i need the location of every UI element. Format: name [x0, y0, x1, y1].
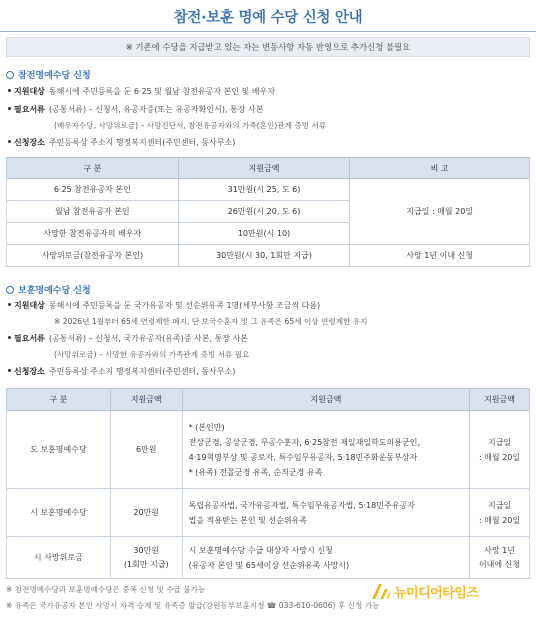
title-divider [0, 31, 536, 32]
page-title: 참전·보훈 명예 수당 신청 안내 [173, 10, 363, 26]
table-cell-amount [110, 537, 182, 579]
section-heading-label: 참전명예수당 신청 [18, 71, 91, 81]
table-cell-category: 사망한 참전유공자의 배우자 [7, 223, 179, 245]
detail-line: 독립유공자법, 국가유공자법, 특수임무유공자법, 5·18민주유공자 [188, 500, 415, 510]
sec2-target-label: 지원대상 [14, 301, 45, 310]
newmedia-logo-text: 뉴미디어타임즈 [394, 585, 479, 601]
table-row [7, 411, 530, 489]
bullet-icon [8, 107, 11, 110]
amount-line: (1회만 지급) [123, 559, 169, 569]
table-cell-category: 시 사망위로금 [7, 537, 111, 579]
note-line: 지급일 [487, 437, 512, 447]
table-row [7, 179, 530, 201]
sec2-place-row [8, 366, 235, 377]
sec2-target-text: 동해시에 주민등록을 둔 국가유공자 및 선순위유족 1명(세부사항 조금씩 다름) [48, 301, 321, 310]
table-cell-note [470, 489, 530, 537]
table-cell-note [470, 537, 530, 579]
detail-line: * (유족) 전몰군경 유족, 순직군경 유족 [188, 467, 323, 477]
note-line: 사망 1년 [484, 545, 515, 555]
patriots-allowance-table [6, 388, 530, 579]
detail-line: 4·19혁명부상 및 공로자, 특수임무유공자, 5·18민주화운동부상자 [188, 452, 418, 462]
sec2-docs-line1: (공통서류) – 신청서, 국가유공자(유족)증 사본, 통장 사본 [48, 334, 249, 343]
table-cell-category: 시 보훈명예수당 [7, 489, 111, 537]
table-cell-amount: 26만원(시 20, 도 6) [178, 201, 350, 223]
footer-note-1: ※ 참전명예수당과 보훈명예수당은 중복 신청 및 수급 불가능 [6, 585, 206, 594]
table-cell-detail [182, 537, 469, 579]
section-heading-patriots [6, 283, 91, 296]
note-line: 이내에 신청 [478, 559, 521, 569]
table-cell-amount: 6만원 [110, 411, 182, 489]
sec2-docs-label: 필요서류 [14, 334, 45, 343]
table-row [7, 489, 530, 537]
table-cell-note: 사망 1년 이내 신청 [350, 245, 530, 267]
footer-note-2: ※ 유족은 국가유공자 본인 사망시 자격 승계 및 유족증 발급(강원동부보훈지청 ☎ 033-610-0606) 후 신청 가능 [6, 601, 380, 610]
sec1-docs-line2: (배우자수당, 사망위로금) – 사망진단서, 참전유공자와의 가족(혼인)관계 증빙 서류 [54, 121, 327, 130]
sec1-target-row [8, 86, 275, 97]
sec2-docs-row [8, 333, 248, 344]
table-header-row [7, 389, 530, 411]
sec1-docs-line1: (공통서류) – 신청서, 유공자증(또는 유공자확인서), 통장 사본 [48, 105, 264, 114]
table-cell-note: 지급일 : 매월 20일 [350, 179, 530, 245]
table-header-cell: 구 분 [7, 158, 179, 179]
sec1-place-text: 주민등록상 주소지 행정복지센터(주민센터, 동사무소) [48, 138, 236, 147]
detail-line: 시 보훈명예수당 수급 대상자 사망시 신청 [188, 545, 333, 555]
circle-bullet-icon [6, 286, 14, 294]
newmedia-logo-icon [370, 581, 392, 601]
table-header-cell: 지원금액 [182, 389, 469, 411]
sec1-docs-row [8, 104, 264, 115]
table-header-cell: 지원금액 [110, 389, 182, 411]
sec2-target-note: ※ 2026년 1월부터 65세 연령제한 폐지, 단 보국수훈자 및 그 유족은 65세 이상 연령제한 유지 [54, 317, 368, 326]
detail-line: * (본인만) [188, 422, 225, 432]
table-cell-amount: 20만원 [110, 489, 182, 537]
veterans-allowance-table [6, 157, 530, 267]
bullet-icon [8, 336, 11, 339]
sec2-target-row [8, 300, 320, 311]
table-row [7, 245, 530, 267]
sec2-place-text: 주민등록상 주소지 행정복지센터(주민센터, 동사무소) [48, 367, 236, 376]
sec1-docs-label: 필요서류 [14, 105, 45, 114]
table-header-row [7, 158, 530, 179]
sec1-place-label: 신청장소 [14, 138, 45, 147]
table-header-cell: 지원금액 [470, 389, 530, 411]
note-line: 지급일 [487, 500, 512, 510]
table-cell-amount: 31만원(시 25, 도 6) [178, 179, 350, 201]
section-heading-label: 보훈명예수당 신청 [18, 286, 91, 296]
note-line: : 매월 20일 [478, 452, 521, 462]
section-heading-veterans [6, 68, 91, 81]
sec1-target-text: 동해시에 주민등록을 둔 6·25 및 월남 참전유공자 본인 및 배우자 [48, 87, 276, 96]
table-cell-amount: 30만원(시 30, 1회만 지급) [178, 245, 350, 267]
table-row [7, 537, 530, 579]
circle-bullet-icon [6, 71, 14, 79]
table-cell-detail [182, 489, 469, 537]
table-cell-category: 도 보훈명예수당 [7, 411, 111, 489]
table-header-cell: 구 분 [7, 389, 111, 411]
table-cell-amount: 10만원(시 10) [178, 223, 350, 245]
bullet-icon [8, 369, 11, 372]
sec1-place-row [8, 137, 235, 148]
table-cell-category: 6·25 참전유공자 본인 [7, 179, 179, 201]
table-cell-detail [182, 411, 469, 489]
bullet-icon [8, 303, 11, 306]
sec2-place-label: 신청장소 [14, 367, 45, 376]
table-header-cell: 지원금액 [178, 158, 350, 179]
detail-line: 법을 적용받는 본인 및 선순위유족 [188, 515, 308, 525]
bullet-icon [8, 89, 11, 92]
table-cell-category: 월남 참전유공자 본인 [7, 201, 179, 223]
notice-banner: ※ 기존에 수당을 지급받고 있는 자는 변동사항 자동 반영으로 추가신청 불필요 [6, 37, 530, 57]
detail-line: 전상군경, 공상군경, 무공수훈자, 6·25참전 재일재일학도의용군인, [188, 437, 420, 447]
bullet-icon [8, 140, 11, 143]
table-cell-category: 사망위로금(참전유공자 본인) [7, 245, 179, 267]
table-header-cell: 비 고 [350, 158, 530, 179]
amount-line: 30만원 [133, 545, 160, 555]
note-line: : 매월 20일 [478, 515, 521, 525]
detail-line: (유공자 본인 및 65세이상 선순위유족 사망시) [188, 560, 350, 570]
table-cell-note [470, 411, 530, 489]
newmedia-logo [370, 580, 530, 602]
sec2-docs-line2: (사망위로금) – 사망한 유공자와의 가족관계 증빙 서류 필요 [54, 350, 250, 359]
sec1-target-label: 지원대상 [14, 87, 45, 96]
